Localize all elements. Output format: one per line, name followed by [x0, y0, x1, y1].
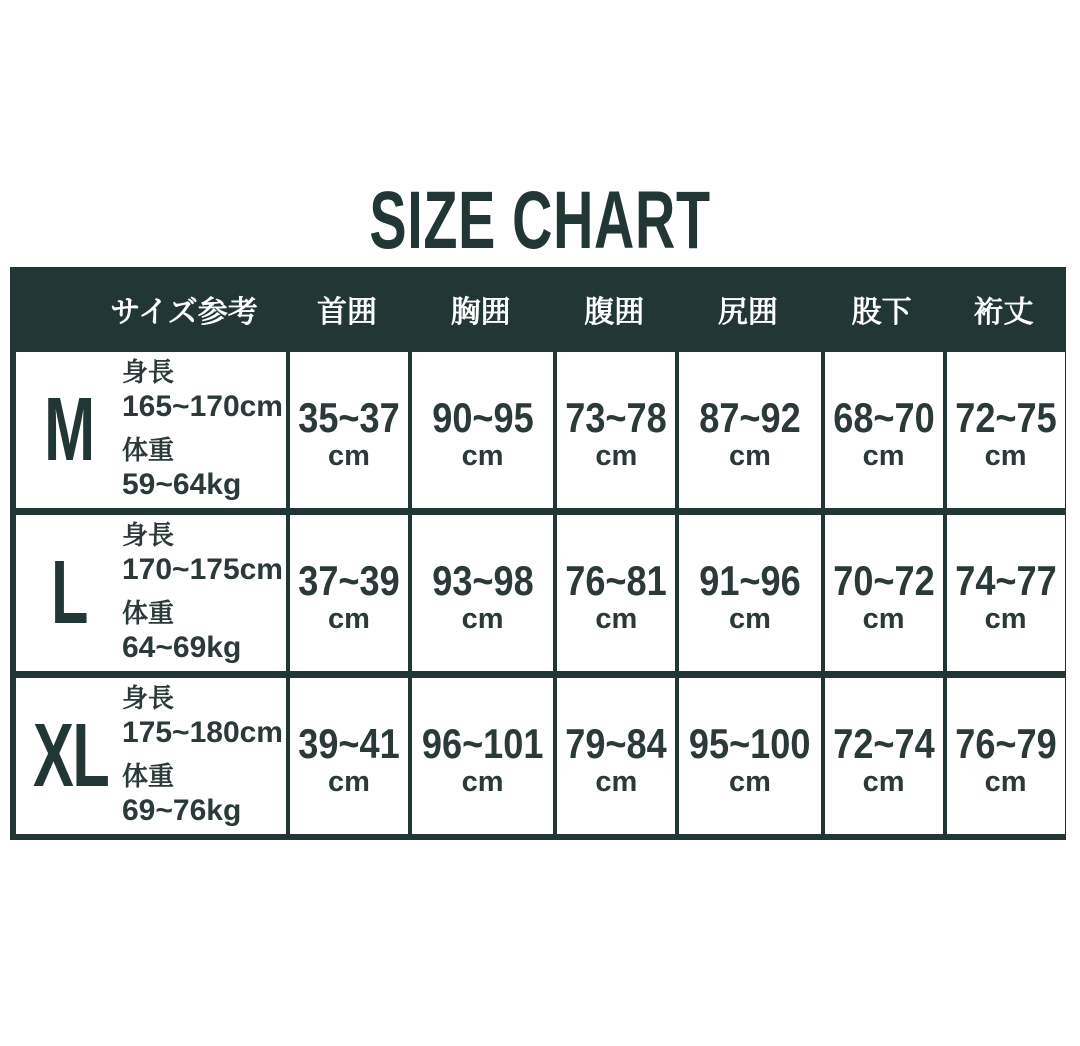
measure-unit: cm [595, 440, 638, 473]
measure-cell-l-chest [408, 508, 553, 671]
height-label: 身長 [122, 356, 175, 387]
height-value: 175~180cm [122, 716, 283, 749]
measure-unit: cm [595, 603, 638, 636]
measure-unit: cm [728, 440, 771, 473]
measure-cell-xl-neck [286, 671, 408, 834]
measure-cell-l-hip [675, 508, 820, 671]
measure-unit: cm [328, 766, 370, 799]
weight-label: 体重 [122, 597, 175, 628]
weight-value: 64~69kg [122, 630, 242, 664]
measure-cell-m-waist [553, 345, 675, 508]
header-hip: 尻囲 [675, 273, 820, 345]
measure-unit: cm [328, 440, 370, 473]
size-chart-table [10, 267, 1066, 840]
measure-range: 96~101 [421, 720, 544, 768]
measure-unit: cm [984, 440, 1027, 473]
measure-range: 68~70 [832, 394, 935, 442]
measure-unit: cm [728, 603, 771, 636]
measure-range: 73~78 [565, 394, 668, 442]
measure-unit: cm [984, 603, 1027, 636]
measure-cell-l-waist [553, 508, 675, 671]
header-chest: 胸囲 [408, 273, 553, 345]
measure-range: 74~77 [954, 557, 1057, 605]
height-label: 身長 [122, 682, 175, 713]
measure-cell-m-chest [408, 345, 553, 508]
measure-unit: cm [728, 766, 771, 799]
size-info-cell-l [16, 508, 286, 671]
measure-unit: cm [461, 603, 504, 636]
measure-range: 72~74 [832, 720, 935, 768]
measure-range: 37~39 [298, 557, 400, 605]
header-waist: 腹囲 [553, 273, 675, 345]
measure-range: 76~81 [565, 557, 668, 605]
size-info-cell-m [16, 345, 286, 508]
measure-range: 79~84 [565, 720, 668, 768]
measure-cell-m-inseam [821, 345, 943, 508]
measure-unit: cm [862, 440, 905, 473]
size-specs [122, 683, 283, 829]
size-letter: M [44, 379, 94, 480]
measure-unit: cm [461, 766, 504, 799]
measure-cell-m-neck [286, 345, 408, 508]
weight-label: 体重 [122, 760, 175, 791]
measure-cell-xl-waist [553, 671, 675, 834]
measure-range: 95~100 [689, 720, 811, 768]
measure-cell-xl-hip [675, 671, 820, 834]
measure-unit: cm [862, 603, 905, 636]
header-size-reference: サイズ参考 [16, 273, 286, 345]
measure-cell-xl-sleeve [943, 671, 1065, 834]
measure-unit: cm [595, 766, 638, 799]
measure-range: 35~37 [298, 394, 400, 442]
measure-unit: cm [984, 766, 1027, 799]
measure-cell-l-neck [286, 508, 408, 671]
measure-cell-xl-chest [408, 671, 553, 834]
measure-unit: cm [461, 440, 504, 473]
page-title: SIZE CHART [369, 175, 711, 266]
measure-range: 93~98 [431, 557, 534, 605]
height-value: 170~175cm [122, 553, 283, 586]
size-info-cell-xl [16, 671, 286, 834]
measure-cell-xl-inseam [821, 671, 943, 834]
size-specs [122, 357, 283, 503]
measure-range: 87~92 [699, 394, 801, 442]
measure-range: 39~41 [298, 720, 400, 768]
measure-range: 70~72 [832, 557, 935, 605]
measure-range: 90~95 [431, 394, 534, 442]
measure-range: 72~75 [954, 394, 1057, 442]
header-inseam: 股下 [821, 273, 943, 345]
header-sleeve: 裄丈 [943, 273, 1065, 345]
measure-range: 91~96 [699, 557, 801, 605]
page-title-wrap [0, 175, 1080, 266]
header-neck: 首囲 [286, 273, 408, 345]
measure-cell-m-sleeve [943, 345, 1065, 508]
measure-cell-l-inseam [821, 508, 943, 671]
size-letter: XL [32, 705, 109, 806]
height-value: 165~170cm [122, 390, 283, 423]
weight-value: 59~64kg [122, 467, 242, 501]
height-label: 身長 [122, 519, 175, 550]
weight-label: 体重 [122, 434, 175, 465]
measure-unit: cm [328, 603, 370, 636]
size-specs [122, 520, 283, 666]
weight-value: 69~76kg [122, 793, 242, 827]
measure-cell-l-sleeve [943, 508, 1065, 671]
measure-cell-m-hip [675, 345, 820, 508]
measure-unit: cm [862, 766, 905, 799]
size-letter: L [50, 542, 88, 643]
measure-range: 76~79 [954, 720, 1057, 768]
